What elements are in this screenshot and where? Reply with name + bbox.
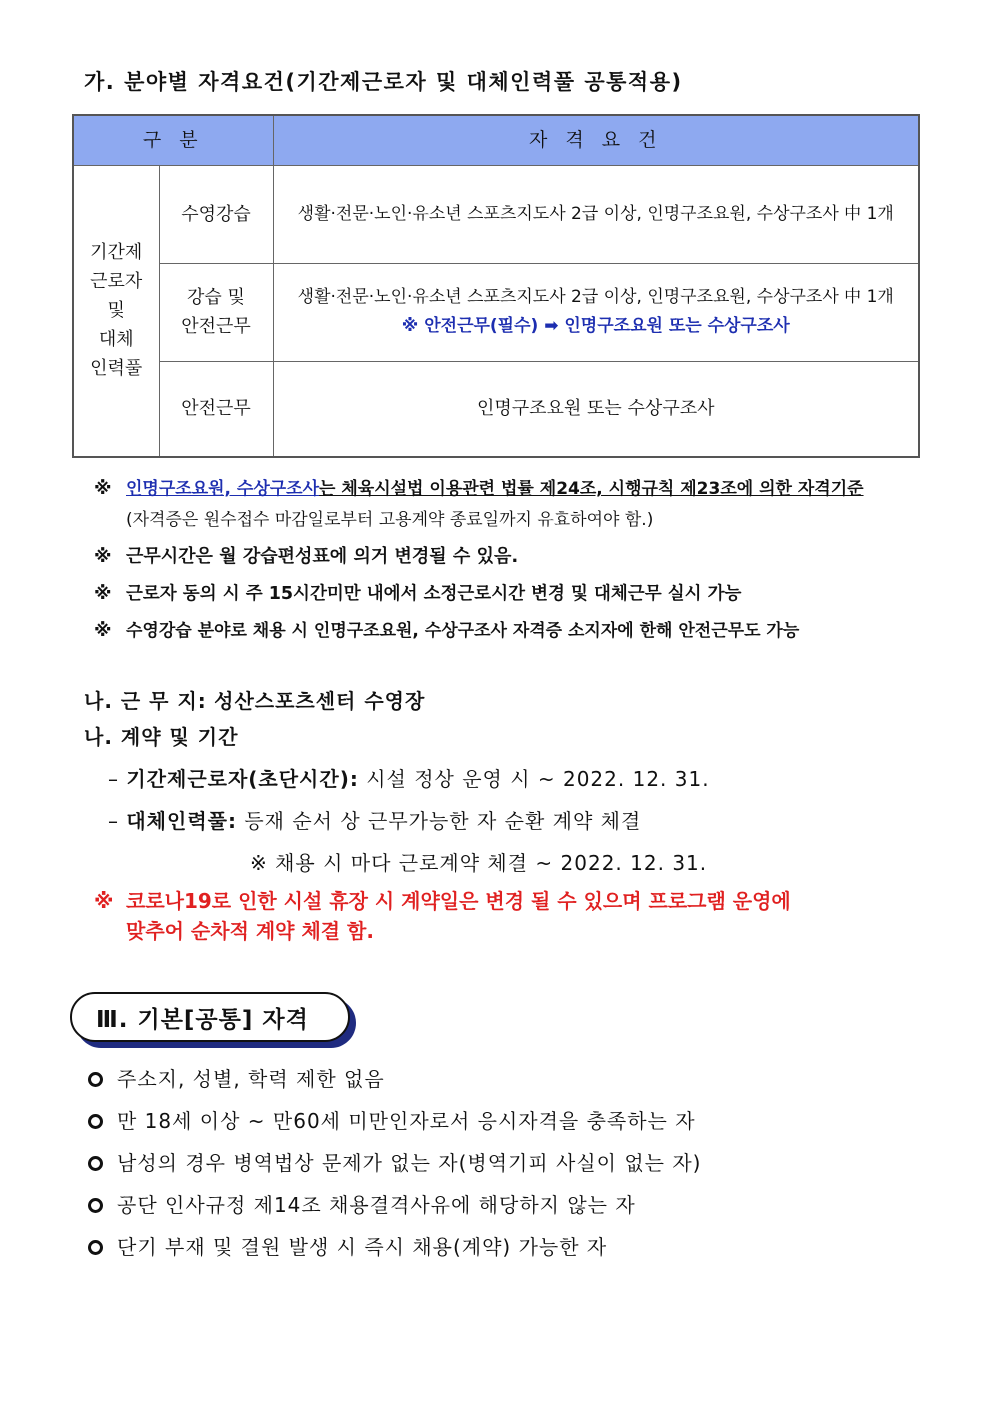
- list-item: [88, 1064, 948, 1094]
- group-label-line: 근로자: [90, 271, 143, 293]
- contract-title-text: 나. 계약 및 기간: [84, 725, 239, 749]
- fixed-term-line: [84, 764, 944, 794]
- reference-mark: ※: [94, 546, 112, 567]
- requirement-cell: [273, 263, 919, 361]
- requirement-cell: [273, 165, 919, 263]
- pool-note: ※ 채용 시 마다 근로계약 체결 ~ 2022. 12. 31.: [250, 851, 708, 875]
- bullet-circle-icon: [88, 1198, 103, 1213]
- field-cell: [159, 165, 273, 263]
- dash-mark: –: [108, 767, 127, 791]
- note-item: [94, 542, 924, 572]
- requirement-text: 생활·전문·노인·유소년 스포츠지도사 2급 이상, 인명구조요원, 수상구조사 中 1개: [297, 287, 894, 307]
- note-3-text: 근로자 동의 시 주 15시간미만 내에서 소정근로시간 변경 및 대체근무 실시 가능: [126, 584, 742, 604]
- bullet-circle-icon: [88, 1156, 103, 1171]
- pool-label: 대체인력풀:: [126, 809, 237, 833]
- covid-notice-line-2: 맞추어 순차적 계약 체결 함.: [126, 919, 374, 943]
- group-label-line: 대체: [98, 329, 134, 351]
- reference-mark: ※: [94, 583, 112, 604]
- field-label: 수영강습: [181, 203, 251, 225]
- requirement-cell: [273, 361, 919, 457]
- field-label: 안전근무: [181, 398, 251, 420]
- notes-block: [94, 474, 924, 653]
- list-item: [88, 1232, 948, 1262]
- reference-mark: ※: [94, 478, 112, 499]
- note-2-text: 근무시간은 월 강습편성표에 의거 변경될 수 있음.: [126, 546, 519, 567]
- header-requirement: 자 격 요 건: [273, 115, 919, 165]
- covid-notice-line-1: 코로나19로 인한 시설 휴장 시 계약일은 변경 될 수 있으며 프로그램 운영에: [126, 889, 791, 913]
- pool-line: [84, 806, 944, 836]
- group-label-line: 및: [107, 300, 125, 322]
- table-header-row: [73, 115, 919, 165]
- covid-notice: [84, 886, 944, 916]
- note-item: [94, 616, 924, 646]
- table-row: [73, 361, 919, 457]
- header-category: 구 분: [73, 115, 273, 165]
- fixed-term-label: 기간제근로자(초단시간):: [126, 767, 359, 791]
- list-item: [88, 1106, 948, 1136]
- group-label-cell: [73, 165, 159, 457]
- reference-mark: ※: [94, 889, 114, 913]
- requirement-text: 인명구조요원 또는 수상구조사: [477, 398, 715, 420]
- bullet-circle-icon: [88, 1114, 103, 1129]
- group-label-line: 기간제: [90, 242, 143, 264]
- dash-mark: –: [108, 809, 127, 833]
- section-a-title: 가. 분야별 자격요건(기간제근로자 및 대체인력풀 공통적용): [84, 70, 683, 94]
- note-1-sub: (자격증은 원수접수 마감일로부터 고용계약 종료일까지 유효하여야 함.): [126, 510, 654, 530]
- list-item-text: 공단 인사규정 제14조 채용결격사유에 해당하지 않는 자: [117, 1193, 636, 1217]
- list-item-text: 단기 부재 및 결원 발생 시 즉시 채용(계약) 가능한 자: [117, 1235, 608, 1259]
- basic-qualifications-list: [88, 1064, 948, 1274]
- bullet-circle-icon: [88, 1072, 103, 1087]
- note-1-highlight: 인명구조요원, 수상구조사: [126, 479, 320, 499]
- fixed-term-value: 시설 정상 운영 시 ~ 2022. 12. 31.: [366, 767, 710, 791]
- pool-value: 등재 순서 상 근무가능한 자 순환 계약 체결: [244, 809, 642, 833]
- note-item: [94, 579, 924, 609]
- note-1-text: 는 체육시설법 이용관련 법률 제24조, 시행규칙 제23조에 의한 자격기준: [319, 479, 864, 499]
- field-label: 안전근무: [181, 316, 251, 337]
- list-item-text: 주소지, 성별, 학력 제한 없음: [117, 1067, 385, 1091]
- field-cell: [159, 361, 273, 457]
- requirement-text: 생활·전문·노인·유소년 스포츠지도사 2급 이상, 인명구조요원, 수상구조사 中 1개: [297, 203, 894, 224]
- requirements-table: [72, 114, 920, 458]
- workplace-label: 나. 근 무 지:: [84, 689, 207, 713]
- bullet-circle-icon: [88, 1240, 103, 1255]
- reference-mark: ※: [94, 620, 112, 641]
- section-c-badge: Ⅲ. 기본[공통] 자격: [70, 992, 350, 1042]
- safety-condition-text: ※ 안전근무(필수) ➡ 인명구조요원 또는 수상구조사: [401, 316, 790, 336]
- section-b: [84, 686, 944, 946]
- contract-title: [84, 722, 944, 752]
- workplace-value: 성산스포츠센터 수영장: [214, 689, 426, 713]
- group-label-line: 인력풀: [90, 358, 143, 380]
- note-4-text: 수영강습 분야로 채용 시 인명구조요원, 수상구조사 자격증 소지자에 한해 안전근무도 가능: [126, 621, 800, 641]
- table-row: [73, 165, 919, 263]
- field-cell: [159, 263, 273, 361]
- list-item-text: 만 18세 이상 ~ 만60세 미만인자로서 응시자격을 충족하는 자: [117, 1109, 696, 1133]
- note-item: [94, 474, 924, 504]
- table-row: [73, 263, 919, 361]
- list-item: [88, 1190, 948, 1220]
- list-item-text: 남성의 경우 병역법상 문제가 없는 자(병역기피 사실이 없는 자): [117, 1151, 702, 1175]
- section-c-heading: [70, 992, 356, 1048]
- workplace-line: [84, 686, 944, 716]
- covid-notice-cont: [84, 916, 944, 946]
- field-label: 강습 및: [187, 287, 245, 308]
- note-item: [94, 505, 924, 535]
- list-item: [88, 1148, 948, 1178]
